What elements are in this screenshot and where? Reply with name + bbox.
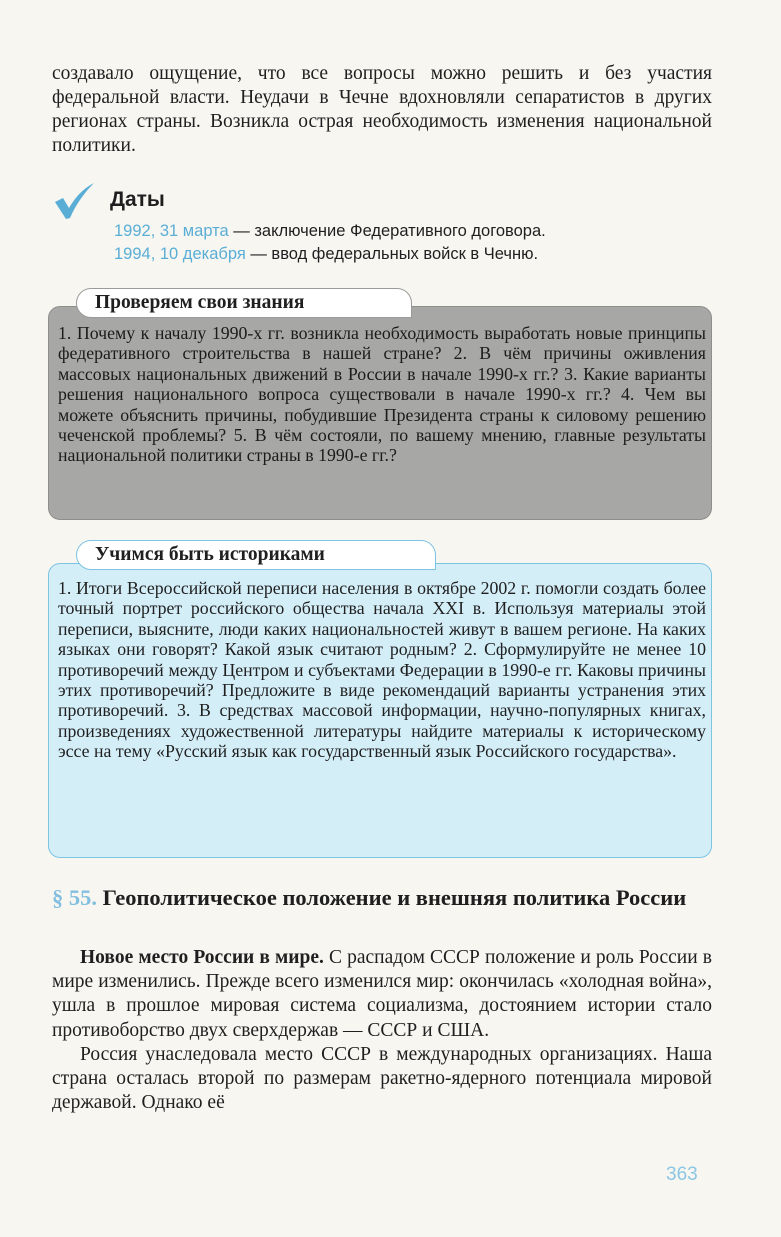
section-number: § 55. [52,885,97,910]
historians-tasks: 1. Итоги Всероссийской переписи населения в октябре 2002 г. помогли создать более точный портрет российского общества начала XXI в. Используя материалы этой переписи, выясните, люди каких национальностей живут в вашем регионе. На каких языках они говорят? Какой язык считают родным? 2. Сформулируйте не менее 10 противоречий между Центром и субъектами Федерации в 1990-е гг. Каковы причины этих противоречий? Предложите в виде рекомендаций варианты устранения этих противоречий. 3. В средствах массовой информации, научно-популярных книгах, произведениях художественной литературы найдите материалы к историческому эссе на тему «Русский язык как государственный язык Российского государства». [58,578,706,762]
date-value: 1992, 31 марта [114,222,229,240]
intro-paragraph: создавало ощущение, что все вопросы можно решить и без участия федеральной власти. Неудачи в Чечне вдохновляли сепаратистов в других регионах страны. Возникла острая необходимость изменения национальной политики. [52,63,712,156]
date-description: — заключение Федеративного договора. [228,222,546,240]
check-knowledge-title: Проверяем свои знания [76,288,412,318]
historians-title: Учимся быть историками [76,540,436,570]
date-item [114,245,538,264]
paragraph-text: С распадом СССР положение и роль России в мире изменились. Прежде всего изменился мир: окончилась «холодная война», ушла в прошлое мировая система социализма, достоянием истории стало противоборство двух сверхдержав — СССР и США. [52,947,712,1041]
section-heading [52,884,712,911]
date-description: — ввод федеральных войск в Чечню. [245,245,539,263]
dates-title: Даты [110,188,165,211]
check-knowledge-questions: 1. Почему к началу 1990-х гг. возникла необходимость выработать новые принципы федеративного строительства в нашей стране? 2. В чём причины оживления массовых национальных движений в России в начале 1990-х гг.? 3. Какие варианты решения национального вопроса существовали в начале 1990-х гг.? 4. Чем вы можете объяснить причины, побудившие Президента страны к силовому решению чеченской проблемы? 5. В чём состояли, по вашему мнению, главные результаты национальной политики страны в 1990-е гг.? [58,323,706,466]
paragraph-heading: Новое место России в мире. [80,947,324,968]
section-body [52,946,712,1115]
checkmark-icon [52,182,96,220]
date-value: 1994, 10 декабря [114,245,246,263]
paragraph [52,946,712,1043]
paragraph: Россия унаследовала место СССР в международных организациях. Наша страна осталась второй по размерам ракетно-ядерного потенциала мировой державой. Однако её [52,1043,712,1114]
page-number: 363 [666,1164,698,1185]
date-item [114,222,546,241]
section-title: Геополитическое положение и внешняя политика России [102,885,687,910]
